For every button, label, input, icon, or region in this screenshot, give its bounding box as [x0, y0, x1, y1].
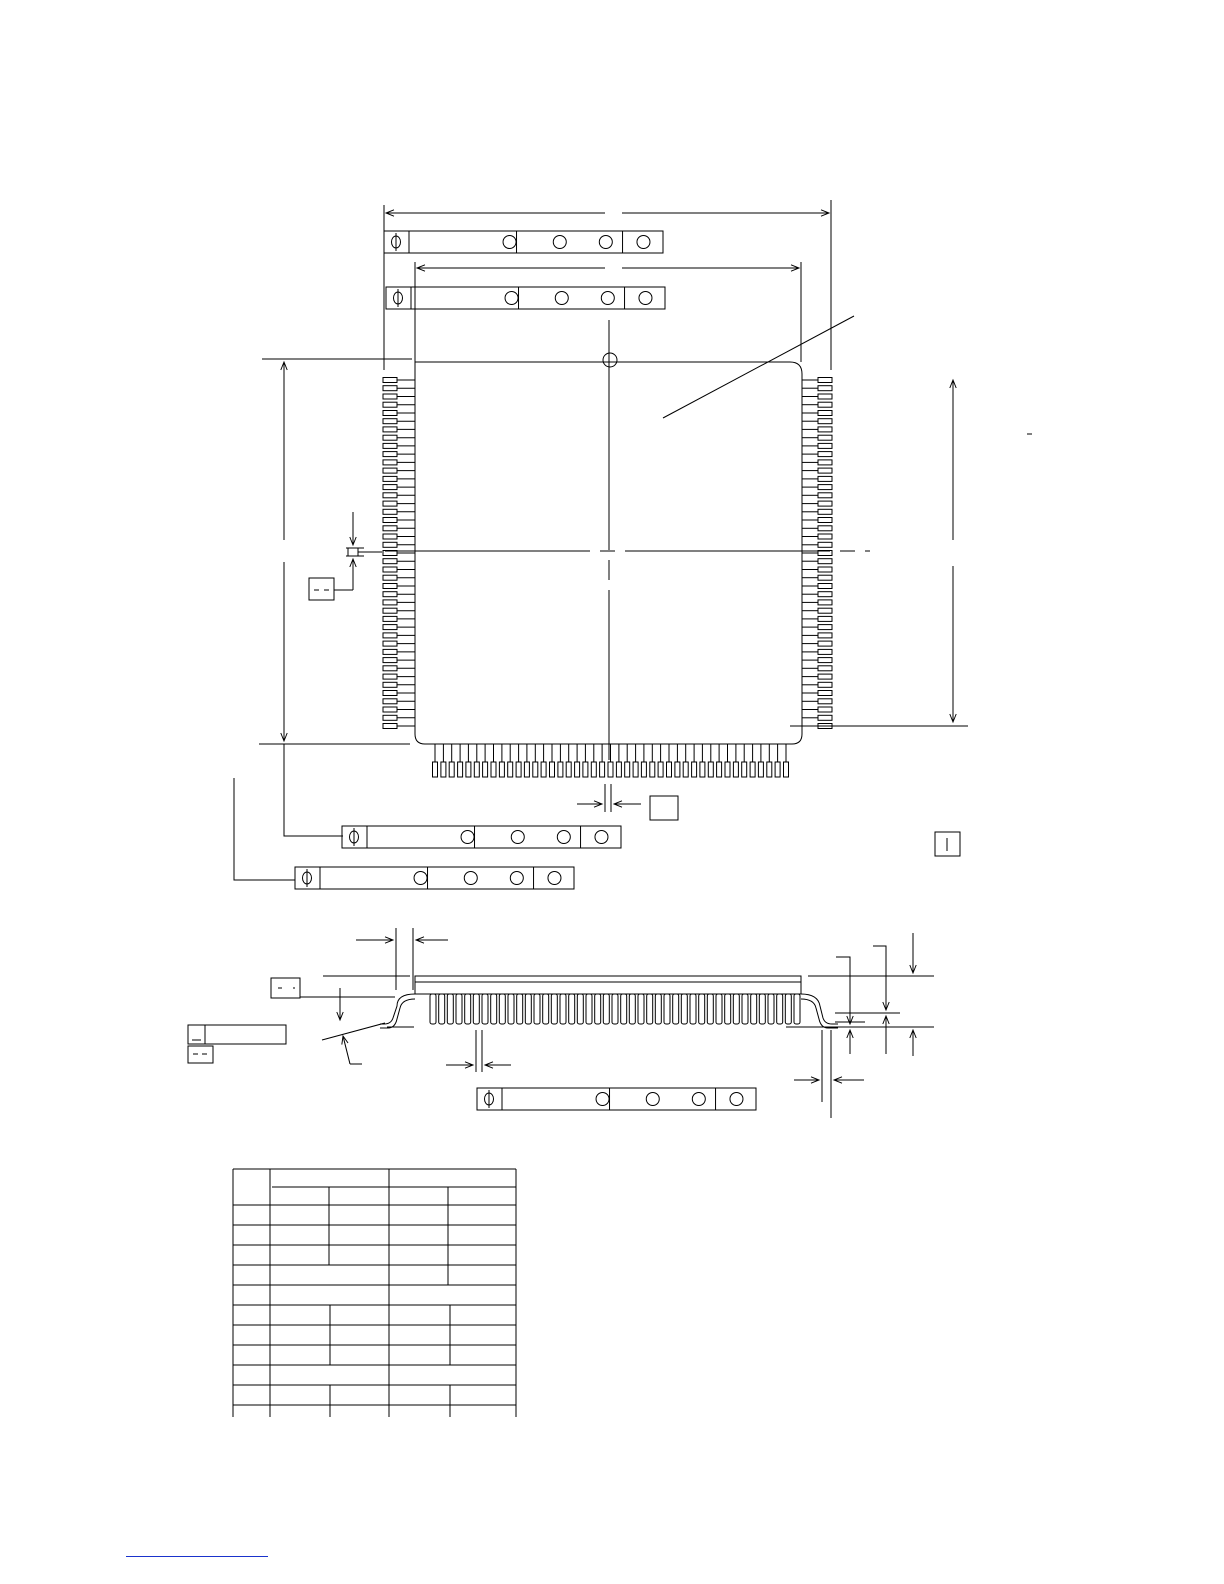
lead-right — [802, 584, 832, 589]
lead-right — [802, 378, 832, 383]
side-lead — [508, 994, 514, 1024]
lead-bottom — [733, 744, 738, 777]
lead-left — [383, 608, 415, 613]
side-lead — [517, 994, 523, 1024]
side-lead — [525, 994, 531, 1024]
lead-left — [383, 625, 415, 630]
lead-bottom — [575, 744, 580, 777]
side-lead — [742, 994, 748, 1024]
lead-left — [383, 402, 415, 407]
feature-control-frame — [342, 826, 621, 848]
lead-right — [802, 534, 832, 539]
lead-bottom — [483, 744, 488, 777]
lead-right — [802, 616, 832, 621]
side-lead — [595, 994, 601, 1024]
lead-left — [383, 468, 415, 473]
feature-control-frame — [477, 1088, 756, 1110]
lead-bottom — [633, 744, 638, 777]
lead-left — [383, 427, 415, 432]
lead-right — [802, 674, 832, 679]
side-leads — [430, 994, 800, 1024]
lead-right — [802, 509, 832, 514]
lead-right — [802, 567, 832, 572]
side-lead — [690, 994, 696, 1024]
lead-right — [802, 526, 832, 531]
side-lead — [603, 994, 609, 1024]
datum-box-side — [271, 978, 300, 998]
side-lead — [612, 994, 618, 1024]
feature-control-frame — [295, 867, 574, 889]
lead-left — [383, 443, 415, 448]
side-lead — [725, 994, 731, 1024]
side-view — [188, 928, 934, 1118]
lead-right — [802, 608, 832, 613]
lead-left — [383, 616, 415, 621]
lead-bottom — [533, 744, 538, 777]
side-lead — [560, 994, 566, 1024]
side-lead — [482, 994, 488, 1024]
lead-bottom — [508, 744, 513, 777]
lead-right — [802, 691, 832, 696]
datum-box-left — [309, 578, 334, 600]
lead-bottom — [650, 744, 655, 777]
side-lead — [647, 994, 653, 1024]
lead-bottom — [600, 744, 605, 777]
lead-bottom — [441, 744, 446, 777]
lead-right — [802, 715, 832, 720]
lead-bottom — [566, 744, 571, 777]
lead-right — [802, 386, 832, 391]
lead-left — [383, 584, 415, 589]
lead-left — [383, 641, 415, 646]
side-lead — [473, 994, 479, 1024]
lead-left — [383, 674, 415, 679]
lead-bottom — [641, 744, 646, 777]
side-lead — [577, 994, 583, 1024]
side-lead — [629, 994, 635, 1024]
lead-left — [383, 724, 415, 729]
side-lead — [751, 994, 757, 1024]
lead-bottom — [742, 744, 747, 777]
side-lead — [664, 994, 670, 1024]
side-lead — [655, 994, 661, 1024]
side-lead — [673, 994, 679, 1024]
lead-bottom — [775, 744, 780, 777]
side-lead — [716, 994, 722, 1024]
lead-bottom — [658, 744, 663, 777]
lead-right — [802, 443, 832, 448]
lead-left — [383, 411, 415, 416]
lead-bottom — [466, 744, 471, 777]
feature-control-frame — [384, 231, 663, 253]
lead-right — [802, 452, 832, 457]
lead-left — [383, 567, 415, 572]
side-lead — [681, 994, 687, 1024]
side-lead — [551, 994, 557, 1024]
lead-left — [383, 509, 415, 514]
lead-left — [383, 534, 415, 539]
side-lead — [465, 994, 471, 1024]
lead-bottom — [474, 744, 479, 777]
lead-bottom — [767, 744, 772, 777]
lead-right — [802, 394, 832, 399]
lead-left — [383, 707, 415, 712]
lead-bottom — [499, 744, 504, 777]
side-lead — [439, 994, 445, 1024]
lead-left — [383, 485, 415, 490]
lead-right — [802, 411, 832, 416]
side-lead — [586, 994, 592, 1024]
lead-right — [802, 427, 832, 432]
lead-right — [802, 707, 832, 712]
lead-left — [383, 666, 415, 671]
lead-right — [802, 460, 832, 465]
lead-left — [383, 419, 415, 424]
lead-left — [383, 518, 415, 523]
top-view — [383, 316, 1032, 777]
dimensions — [234, 200, 968, 880]
dimension-table — [233, 1169, 516, 1417]
lead-left — [383, 501, 415, 506]
lead-bottom — [524, 744, 529, 777]
lead-right — [802, 485, 832, 490]
side-lead — [794, 994, 800, 1024]
lead-left — [383, 559, 415, 564]
lead-left — [383, 476, 415, 481]
lead-left — [383, 691, 415, 696]
side-lead — [638, 994, 644, 1024]
side-lead — [447, 994, 453, 1024]
side-lead — [768, 994, 774, 1024]
lead-right — [802, 592, 832, 597]
lead-right — [802, 542, 832, 547]
lead-left — [383, 542, 415, 547]
lead-left — [383, 682, 415, 687]
feature-control-frames — [295, 231, 756, 1110]
lead-left — [383, 386, 415, 391]
lead-bottom — [625, 744, 630, 777]
lead-bottom — [717, 744, 722, 777]
lead-right — [802, 501, 832, 506]
datum-box-bottom — [650, 796, 678, 820]
side-lead — [733, 994, 739, 1024]
lead-right — [802, 633, 832, 638]
lead-right — [802, 559, 832, 564]
footer-link-rule — [126, 1556, 268, 1557]
lead-left — [383, 493, 415, 498]
lead-left — [383, 435, 415, 440]
side-lead — [699, 994, 705, 1024]
lead-right — [802, 649, 832, 654]
lead-left — [383, 633, 415, 638]
lead-bottom — [458, 744, 463, 777]
left-leads — [383, 378, 415, 729]
lead-bottom — [550, 744, 555, 777]
lead-bottom — [675, 744, 680, 777]
side-lead — [569, 994, 575, 1024]
lead-bottom — [725, 744, 730, 777]
side-lead — [430, 994, 436, 1024]
lead-right — [802, 419, 832, 424]
lead-bottom — [708, 744, 713, 777]
pin1-marker — [603, 353, 617, 367]
lead-bottom — [683, 744, 688, 777]
lead-left — [383, 575, 415, 580]
lead-bottom — [784, 744, 789, 777]
lead-left — [383, 526, 415, 531]
lead-left — [383, 715, 415, 720]
lead-right — [802, 493, 832, 498]
lead-right — [802, 682, 832, 687]
lead-left — [383, 378, 415, 383]
lead-bottom — [433, 744, 438, 777]
side-lead — [491, 994, 497, 1024]
side-lead — [543, 994, 549, 1024]
side-lead — [499, 994, 505, 1024]
side-lead — [621, 994, 627, 1024]
lead-bottom — [449, 744, 454, 777]
lead-bottom — [591, 744, 596, 777]
lead-left — [383, 394, 415, 399]
lead-bottom — [758, 744, 763, 777]
bottom-leads — [433, 744, 789, 777]
lead-right — [802, 658, 832, 663]
lead-left — [383, 649, 415, 654]
lead-bottom — [558, 744, 563, 777]
lead-right — [802, 468, 832, 473]
lead-bottom — [667, 744, 672, 777]
side-lead — [707, 994, 713, 1024]
lead-left — [383, 658, 415, 663]
side-lead — [777, 994, 783, 1024]
lead-right — [802, 625, 832, 630]
lead-right — [802, 600, 832, 605]
lead-bottom — [616, 744, 621, 777]
lead-left — [383, 452, 415, 457]
lead-left — [383, 592, 415, 597]
right-leads — [802, 378, 832, 729]
side-body — [415, 976, 801, 994]
lead-left — [383, 699, 415, 704]
feature-control-frame — [386, 287, 665, 309]
lead-right — [802, 575, 832, 580]
lead-left — [383, 600, 415, 605]
lead-bottom — [692, 744, 697, 777]
lead-right — [802, 476, 832, 481]
lead-bottom — [516, 744, 521, 777]
lead-left — [383, 460, 415, 465]
lead-right — [802, 518, 832, 523]
side-lead — [534, 994, 540, 1024]
lead-bottom — [750, 744, 755, 777]
lead-right — [802, 699, 832, 704]
lead-right — [802, 435, 832, 440]
side-lead — [785, 994, 791, 1024]
side-lead — [759, 994, 765, 1024]
lead-bottom — [583, 744, 588, 777]
lead-bottom — [700, 744, 705, 777]
lead-bottom — [491, 744, 496, 777]
lead-right — [802, 402, 832, 407]
side-lead — [456, 994, 462, 1024]
lead-right — [802, 666, 832, 671]
lead-bottom — [541, 744, 546, 777]
lead-right — [802, 641, 832, 646]
